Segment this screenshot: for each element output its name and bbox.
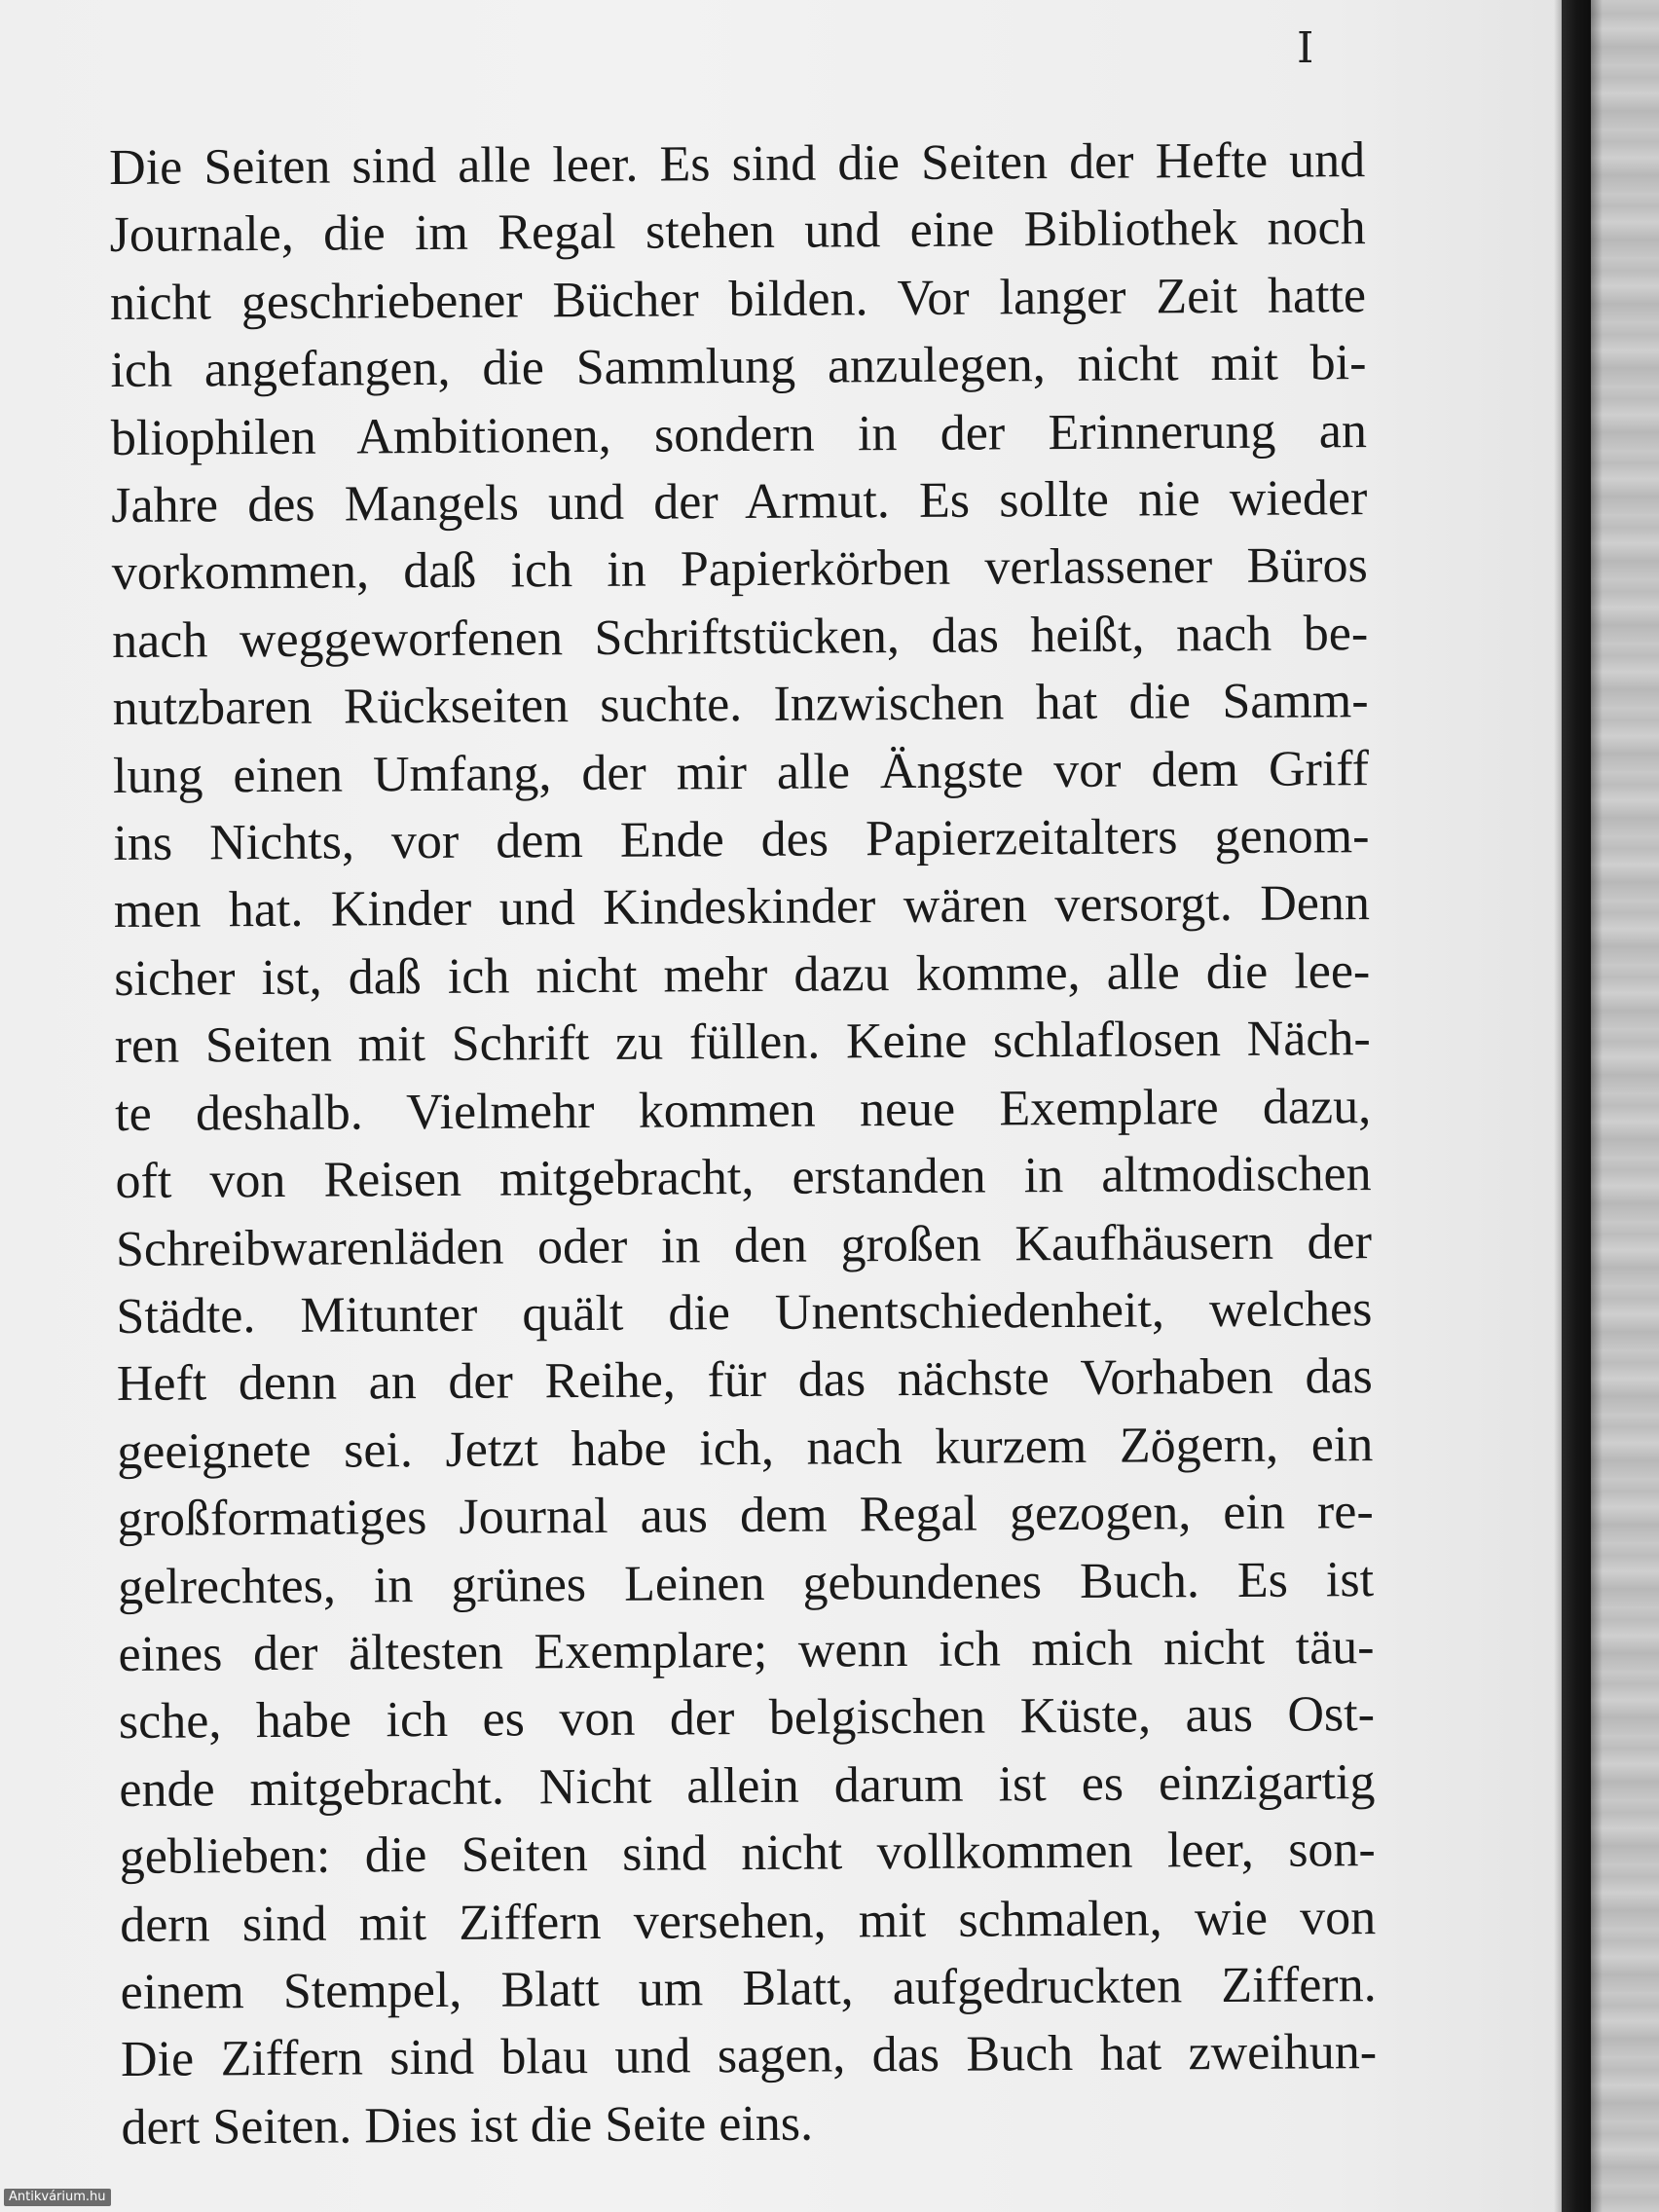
text-line: Die Ziffern sind blau und sagen, das Buch hat zweihun-: [120, 2024, 1378, 2088]
text-line: men hat. Kinder und Kindeskinder wären versorgt. Denn: [113, 875, 1371, 940]
text-line: dern sind mit Ziffern versehen, mit schmalen, wie von: [120, 1889, 1377, 1953]
text-line: ren Seiten mit Schrift zu füllen. Keine schlaflosen Näch-: [114, 1011, 1371, 1075]
text-line: Die Seiten sind alle leer. Es sind die Seiten der Hefte und: [109, 132, 1366, 196]
text-line: nicht geschriebener Bücher bilden. Vor langer Zeit hatte: [109, 267, 1367, 331]
text-line: ins Nichts, vor dem Ende des Papierzeitalters genom-: [113, 808, 1370, 872]
text-line: ich angefangen, die Sammlung anzulegen, nicht mit bi-: [110, 335, 1367, 399]
text-line: lung einen Umfang, der mir alle Ängste vor dem Griff: [112, 740, 1370, 804]
text-line: nach weggeworfenen Schriftstücken, das heißt, nach be-: [112, 605, 1369, 669]
text-line: eines der ältesten Exemplare; wenn ich mich nicht täu-: [118, 1619, 1375, 1682]
text-line: ende mitgebracht. Nicht allein darum ist es einzigartig: [119, 1753, 1376, 1818]
book-cover-edge: [1562, 0, 1591, 2212]
text-line: Jahre des Mangels und der Armut. Es sollte nie wieder: [111, 470, 1368, 535]
text-line: oft von Reisen mitgebracht, erstanden in altmodischen: [115, 1146, 1372, 1210]
text-line: gelrechtes, in grünes Leinen gebundenes Buch. Es ist: [117, 1551, 1375, 1615]
text-line: Heft denn an der Reihe, für das nächste Vorhaben das: [116, 1348, 1373, 1413]
text-line: geeignete sei. Jetzt habe ich, nach kurzem Zögern, ein: [117, 1416, 1374, 1480]
text-line: sche, habe ich es von der belgischen Küste, aus Ost-: [118, 1686, 1376, 1751]
table-surface: [1591, 0, 1659, 2212]
text-line: Schreibwarenläden oder in den großen Kaufhäusern der: [115, 1213, 1373, 1277]
text-line: bliophilen Ambitionen, sondern in der Erinnerung an: [110, 402, 1368, 466]
text-line: dert Seiten. Dies ist die Seite eins.: [121, 2095, 814, 2156]
text-line: vorkommen, daß ich in Papierkörben verlassener Büros: [111, 537, 1368, 602]
text-line: Journale, die im Regal stehen und eine Bibliothek noch: [109, 200, 1366, 264]
body-text: [109, 127, 1378, 2161]
text-line: nutzbaren Rückseiten suchte. Inzwischen hat die Samm-: [112, 673, 1369, 737]
text-line: einem Stempel, Blatt um Blatt, aufgedruckten Ziffern.: [120, 1957, 1377, 2020]
text-line: te deshalb. Vielmehr kommen neue Exemplare dazu,: [114, 1078, 1372, 1142]
text-line: sicher ist, daß ich nicht mehr dazu komme, alle die lee-: [114, 942, 1371, 1007]
text-line: großformatiges Journal aus dem Regal gezogen, ein re-: [117, 1484, 1374, 1548]
text-line: Städte. Mitunter quält die Unentschiedenheit, welches: [116, 1281, 1373, 1345]
watermark-label: Antikvárium.hu: [4, 2189, 111, 2206]
page-number: I: [1297, 23, 1315, 73]
text-line: geblieben: die Seiten sind nicht vollkommen leer, son-: [119, 1822, 1376, 1886]
